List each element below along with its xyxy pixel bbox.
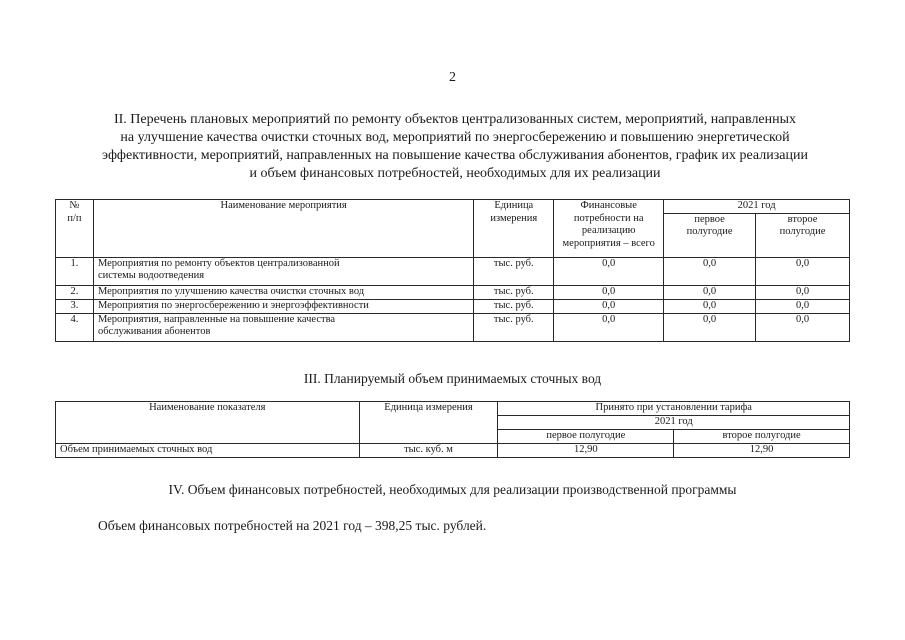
section2-title-line: на улучшение качества очистки сточных вод, мероприятий по энергосбережению и повышению энергетической <box>120 130 790 145</box>
row-unit: тыс. руб. <box>474 285 554 299</box>
table-header-row <box>56 402 850 416</box>
header-first-half: первое полугодие <box>498 430 674 444</box>
header-accepted: Принято при установлении тарифа <box>498 402 850 416</box>
page-number: 2 <box>449 70 456 85</box>
row-total: 0,0 <box>554 285 664 299</box>
row-first-half: 0,0 <box>664 257 756 285</box>
header-unit: Единица измерения <box>359 402 498 444</box>
wastewater-volume-table <box>55 401 850 458</box>
table-row <box>56 313 850 341</box>
header-second-half: второе полугодие <box>674 430 850 444</box>
table-header-row <box>56 200 850 214</box>
section4-title: IV. Объем финансовых потребностей, необходимых для реализации производственной программы <box>168 482 737 497</box>
row-total: 0,0 <box>554 313 664 341</box>
row-second-half: 0,0 <box>756 257 850 285</box>
header-name: Наименование мероприятия <box>93 200 473 258</box>
section2-title <box>60 111 850 183</box>
header-second-half: второе полугодие <box>756 213 850 257</box>
row-first-half: 0,0 <box>664 313 756 341</box>
table-row <box>56 285 850 299</box>
measures-table <box>55 199 850 342</box>
row-name: Мероприятия по ремонту объектов централизованной системы водоотведения <box>93 257 473 285</box>
header-year: 2021 год <box>498 416 850 430</box>
row-name: Мероприятия по улучшению качества очистки сточных вод <box>93 285 473 299</box>
row-second-half: 0,0 <box>756 313 850 341</box>
header-unit: Единица измерения <box>474 200 554 258</box>
row-indicator: Объем принимаемых сточных вод <box>56 444 360 458</box>
row-second-half: 0,0 <box>756 299 850 313</box>
header-indicator: Наименование показателя <box>56 402 360 444</box>
row-first-half: 0,0 <box>664 285 756 299</box>
row-num: 4. <box>56 313 94 341</box>
row-first-half: 12,90 <box>498 444 674 458</box>
table-row <box>56 257 850 285</box>
row-name: Мероприятия по энергосбережению и энергоэффективности <box>93 299 473 313</box>
header-year: 2021 год <box>664 200 850 214</box>
section2-title-line: II. Перечень плановых мероприятий по ремонту объектов централизованных систем, мероприятий, направленных <box>113 112 797 127</box>
row-unit: тыс. руб. <box>474 313 554 341</box>
section2-title-line: и объем финансовых потребностей, необходимых для их реализации <box>249 166 661 181</box>
row-second-half: 12,90 <box>674 444 850 458</box>
header-first-half: первое полугодие <box>664 213 756 257</box>
table-row <box>56 444 850 458</box>
row-num: 3. <box>56 299 94 313</box>
row-unit: тыс. руб. <box>474 299 554 313</box>
row-unit: тыс. руб. <box>474 257 554 285</box>
header-num: № п/п <box>56 200 94 258</box>
row-name: Мероприятия, направленные на повышение качества обслуживания абонентов <box>93 313 473 341</box>
section2-title-line: эффективности, мероприятий, направленных на повышение качества обслуживания абонентов, график их реализации <box>102 148 808 163</box>
row-num: 1. <box>56 257 94 285</box>
row-total: 0,0 <box>554 257 664 285</box>
row-total: 0,0 <box>554 299 664 313</box>
section3-title: III. Планируемый объем принимаемых сточных вод <box>303 371 602 386</box>
row-num: 2. <box>56 285 94 299</box>
row-first-half: 0,0 <box>664 299 756 313</box>
header-financial-needs: Финансовые потребности на реализацию мероприятия – всего <box>554 200 664 258</box>
row-unit: тыс. куб. м <box>359 444 498 458</box>
financial-summary: Объем финансовых потребностей на 2021 год – 398,25 тыс. рублей. <box>98 518 487 533</box>
table-row <box>56 299 850 313</box>
row-second-half: 0,0 <box>756 285 850 299</box>
